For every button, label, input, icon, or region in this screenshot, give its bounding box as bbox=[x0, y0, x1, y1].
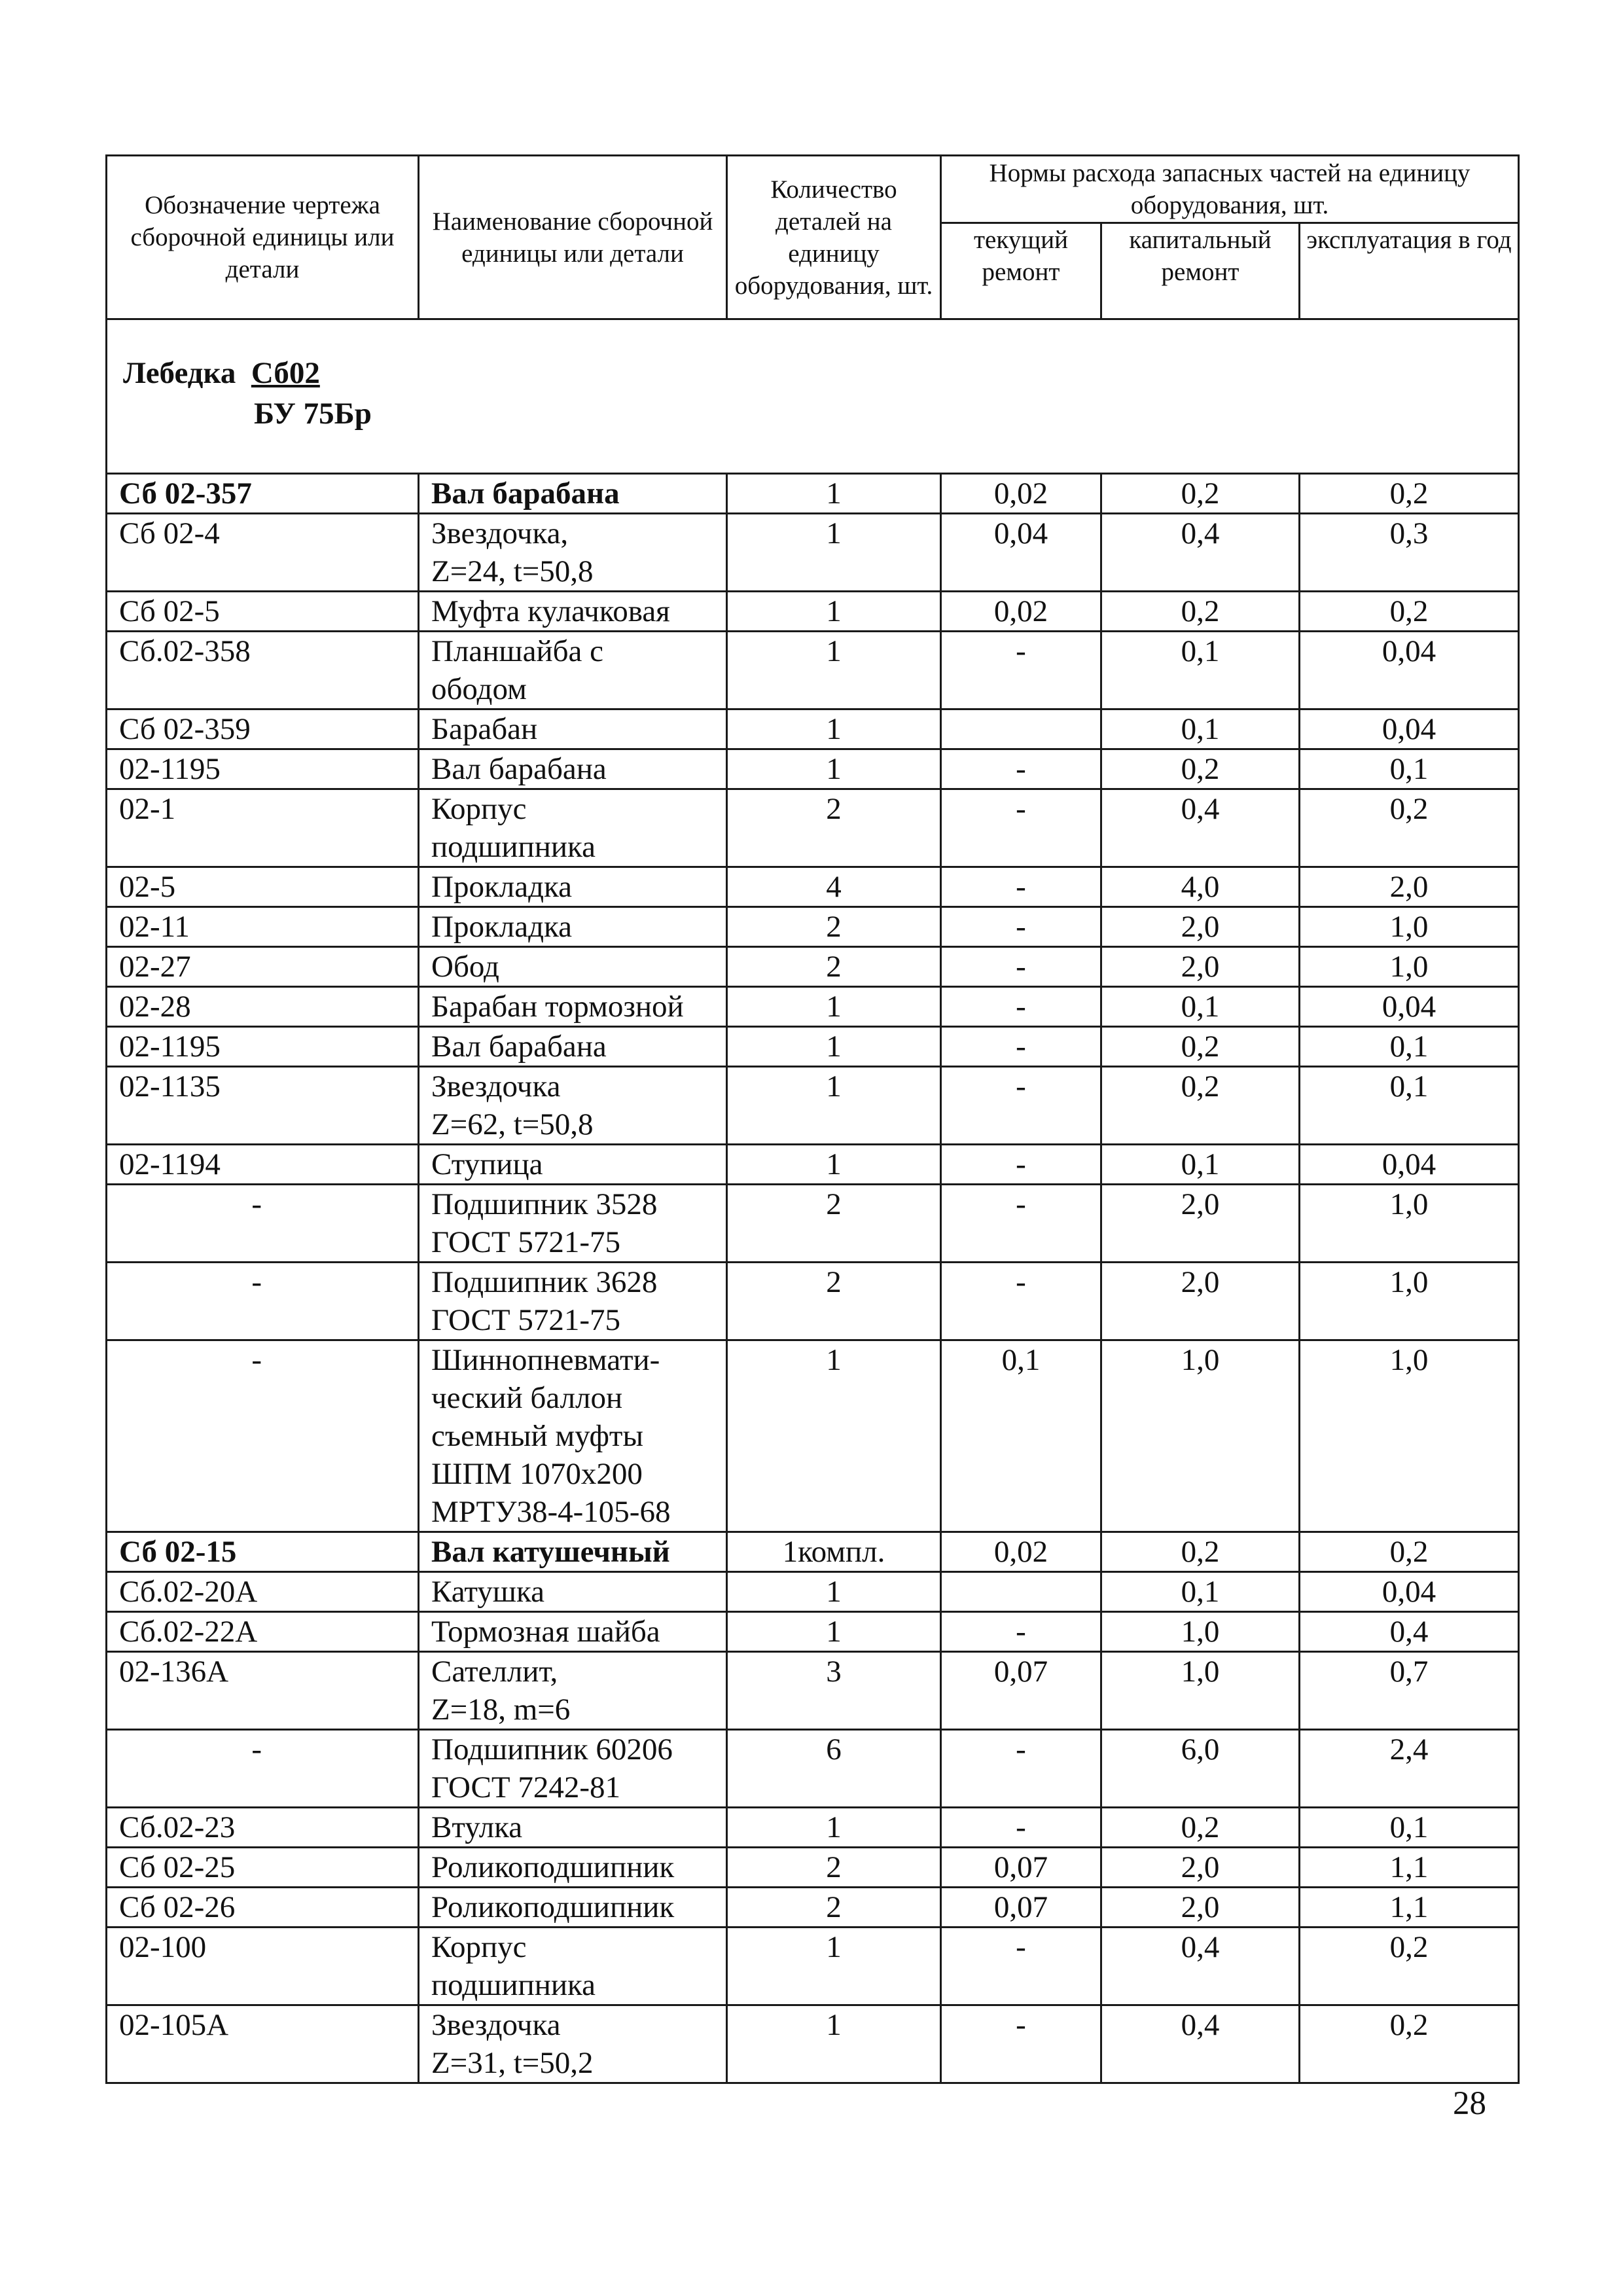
cell-code: 02-100 bbox=[107, 1928, 419, 2005]
cell-quantity: 2 bbox=[727, 947, 941, 987]
cell-name: Роликоподшипник bbox=[419, 1848, 727, 1888]
cell-current-repair: 0,02 bbox=[941, 474, 1101, 514]
header-current-repair-text: текущий ремонт bbox=[973, 226, 1069, 286]
cell-current-repair: - bbox=[941, 1027, 1101, 1067]
cell-code: 02-1135 bbox=[107, 1067, 419, 1145]
cell-capital-repair: 2,0 bbox=[1101, 947, 1300, 987]
header-norms-group-text: Нормы расхода запасных частей на единицу оборудования, шт. bbox=[989, 159, 1471, 219]
table-row bbox=[107, 867, 1519, 907]
cell-code: 02-136А bbox=[107, 1652, 419, 1730]
cell-quantity: 1 bbox=[727, 1067, 941, 1145]
cell-quantity: 1 bbox=[727, 709, 941, 749]
cell-capital-repair: 4,0 bbox=[1101, 867, 1300, 907]
cell-quantity: 1 bbox=[727, 1027, 941, 1067]
cell-name: Подшипник 60206 ГОСТ 7242-81 bbox=[419, 1730, 727, 1808]
cell-current-repair: 0,07 bbox=[941, 1848, 1101, 1888]
cell-current-repair: - bbox=[941, 749, 1101, 789]
section-model: БУ 75Бр bbox=[254, 397, 372, 431]
cell-yearly-operation: 2,4 bbox=[1300, 1730, 1519, 1808]
cell-capital-repair: 0,2 bbox=[1101, 1532, 1300, 1572]
table-row bbox=[107, 987, 1519, 1027]
cell-yearly-operation: 0,4 bbox=[1300, 1612, 1519, 1652]
cell-name: Тормозная шайба bbox=[419, 1612, 727, 1652]
cell-code: 02-1195 bbox=[107, 749, 419, 789]
cell-current-repair: - bbox=[941, 1067, 1101, 1145]
cell-name: Вал барабана bbox=[419, 1027, 727, 1067]
cell-yearly-operation: 0,04 bbox=[1300, 1145, 1519, 1185]
cell-quantity: 2 bbox=[727, 907, 941, 947]
cell-capital-repair: 1,0 bbox=[1101, 1340, 1300, 1532]
header-capital-repair-text: капитальный ремонт bbox=[1129, 226, 1272, 286]
table-row bbox=[107, 1808, 1519, 1848]
cell-code: - bbox=[107, 1340, 419, 1532]
cell-capital-repair: 0,1 bbox=[1101, 1145, 1300, 1185]
table-row bbox=[107, 1730, 1519, 1808]
cell-current-repair: 0,07 bbox=[941, 1652, 1101, 1730]
cell-current-repair: - bbox=[941, 947, 1101, 987]
cell-name: Прокладка bbox=[419, 867, 727, 907]
cell-code: 02-1 bbox=[107, 789, 419, 867]
cell-quantity: 2 bbox=[727, 1848, 941, 1888]
cell-name: Барабан bbox=[419, 709, 727, 749]
cell-current-repair: - bbox=[941, 1263, 1101, 1340]
table-row bbox=[107, 1848, 1519, 1888]
table-row bbox=[107, 1027, 1519, 1067]
cell-capital-repair: 2,0 bbox=[1101, 1263, 1300, 1340]
cell-current-repair: - bbox=[941, 2005, 1101, 2083]
table-row bbox=[107, 632, 1519, 709]
cell-current-repair: - bbox=[941, 1612, 1101, 1652]
table-row bbox=[107, 592, 1519, 632]
cell-capital-repair: 0,1 bbox=[1101, 709, 1300, 749]
cell-capital-repair: 2,0 bbox=[1101, 1185, 1300, 1263]
cell-code: - bbox=[107, 1263, 419, 1340]
header-yearly-operation bbox=[1300, 223, 1519, 319]
cell-code: 02-1195 bbox=[107, 1027, 419, 1067]
header-current-repair bbox=[941, 223, 1101, 319]
table-row bbox=[107, 2005, 1519, 2083]
header-yearly-operation-text: эксплуатация в год bbox=[1306, 226, 1512, 254]
cell-yearly-operation: 1,0 bbox=[1300, 907, 1519, 947]
cell-name: Вал барабана bbox=[419, 474, 727, 514]
cell-capital-repair: 0,4 bbox=[1101, 2005, 1300, 2083]
cell-name: Звездочка Z=62, t=50,8 bbox=[419, 1067, 727, 1145]
cell-capital-repair: 2,0 bbox=[1101, 1888, 1300, 1928]
cell-yearly-operation: 1,0 bbox=[1300, 1340, 1519, 1532]
cell-capital-repair: 0,2 bbox=[1101, 1067, 1300, 1145]
cell-yearly-operation: 0,7 bbox=[1300, 1652, 1519, 1730]
cell-yearly-operation: 0,2 bbox=[1300, 592, 1519, 632]
table-row bbox=[107, 1572, 1519, 1612]
cell-code: Сб.02-22А bbox=[107, 1612, 419, 1652]
cell-quantity: 2 bbox=[727, 1888, 941, 1928]
table-row bbox=[107, 1532, 1519, 1572]
cell-name: Прокладка bbox=[419, 907, 727, 947]
cell-code: Сб 02-25 bbox=[107, 1848, 419, 1888]
cell-yearly-operation: 0,1 bbox=[1300, 749, 1519, 789]
cell-name: Звездочка, Z=24, t=50,8 bbox=[419, 514, 727, 592]
cell-quantity: 1 bbox=[727, 474, 941, 514]
cell-quantity: 1 bbox=[727, 514, 941, 592]
cell-code: 02-11 bbox=[107, 907, 419, 947]
cell-quantity: 1компл. bbox=[727, 1532, 941, 1572]
cell-capital-repair: 6,0 bbox=[1101, 1730, 1300, 1808]
header-norms-group bbox=[941, 156, 1519, 223]
table-row bbox=[107, 907, 1519, 947]
cell-name: Сателлит, Z=18, m=6 bbox=[419, 1652, 727, 1730]
cell-yearly-operation: 1,1 bbox=[1300, 1848, 1519, 1888]
table-row bbox=[107, 789, 1519, 867]
cell-quantity: 1 bbox=[727, 592, 941, 632]
cell-capital-repair: 0,2 bbox=[1101, 1808, 1300, 1848]
table-body bbox=[107, 474, 1519, 2083]
cell-name: Катушка bbox=[419, 1572, 727, 1612]
cell-current-repair: - bbox=[941, 632, 1101, 709]
cell-code: 02-5 bbox=[107, 867, 419, 907]
cell-quantity: 6 bbox=[727, 1730, 941, 1808]
cell-current-repair bbox=[941, 709, 1101, 749]
cell-current-repair: - bbox=[941, 1145, 1101, 1185]
table-row bbox=[107, 1652, 1519, 1730]
cell-capital-repair: 0,1 bbox=[1101, 632, 1300, 709]
cell-name: Планшайба с ободом bbox=[419, 632, 727, 709]
header-assembly-name-text: Наименование сборочной единицы или детали bbox=[432, 207, 713, 268]
cell-name: Барабан тормозной bbox=[419, 987, 727, 1027]
cell-name: Вал барабана bbox=[419, 749, 727, 789]
cell-quantity: 1 bbox=[727, 2005, 941, 2083]
cell-code: Сб 02-15 bbox=[107, 1532, 419, 1572]
cell-yearly-operation: 1,0 bbox=[1300, 1263, 1519, 1340]
table-row bbox=[107, 1888, 1519, 1928]
cell-current-repair: - bbox=[941, 1730, 1101, 1808]
cell-code: 02-105А bbox=[107, 2005, 419, 2083]
cell-quantity: 3 bbox=[727, 1652, 941, 1730]
cell-quantity: 2 bbox=[727, 1185, 941, 1263]
cell-quantity: 4 bbox=[727, 867, 941, 907]
cell-code: 02-28 bbox=[107, 987, 419, 1027]
cell-current-repair: - bbox=[941, 1808, 1101, 1848]
cell-current-repair bbox=[941, 1572, 1101, 1612]
cell-name: Муфта кулачковая bbox=[419, 592, 727, 632]
table-row bbox=[107, 1145, 1519, 1185]
cell-name: Ступица bbox=[419, 1145, 727, 1185]
cell-quantity: 2 bbox=[727, 1263, 941, 1340]
cell-quantity: 1 bbox=[727, 987, 941, 1027]
cell-current-repair: - bbox=[941, 1928, 1101, 2005]
cell-yearly-operation: 2,0 bbox=[1300, 867, 1519, 907]
cell-code: 02-1194 bbox=[107, 1145, 419, 1185]
cell-current-repair: - bbox=[941, 789, 1101, 867]
cell-name: Корпус подшипника bbox=[419, 789, 727, 867]
page-number: 28 bbox=[1453, 2085, 1486, 2122]
cell-capital-repair: 0,4 bbox=[1101, 514, 1300, 592]
table-row bbox=[107, 1067, 1519, 1145]
table-row bbox=[107, 1612, 1519, 1652]
cell-capital-repair: 0,2 bbox=[1101, 749, 1300, 789]
cell-current-repair: - bbox=[941, 867, 1101, 907]
cell-capital-repair: 0,4 bbox=[1101, 789, 1300, 867]
cell-capital-repair: 0,2 bbox=[1101, 1027, 1300, 1067]
cell-capital-repair: 1,0 bbox=[1101, 1652, 1300, 1730]
section-prefix: Лебедка bbox=[123, 356, 236, 390]
cell-yearly-operation: 0,2 bbox=[1300, 474, 1519, 514]
cell-name: Шиннопневмати- ческий баллон съемный муфты ШПМ 1070х200 МРТУ38-4-105-68 bbox=[419, 1340, 727, 1532]
cell-yearly-operation: 0,04 bbox=[1300, 1572, 1519, 1612]
cell-code: Сб.02-23 bbox=[107, 1808, 419, 1848]
table-row bbox=[107, 474, 1519, 514]
cell-yearly-operation: 1,1 bbox=[1300, 1888, 1519, 1928]
table-row bbox=[107, 749, 1519, 789]
cell-name: Подшипник 3628 ГОСТ 5721-75 bbox=[419, 1263, 727, 1340]
cell-name: Обод bbox=[419, 947, 727, 987]
cell-yearly-operation: 0,2 bbox=[1300, 1928, 1519, 2005]
cell-capital-repair: 2,0 bbox=[1101, 907, 1300, 947]
table-header-row bbox=[107, 156, 1519, 223]
cell-yearly-operation: 0,04 bbox=[1300, 709, 1519, 749]
cell-quantity: 2 bbox=[727, 789, 941, 867]
section-title bbox=[107, 319, 1519, 474]
header-drawing-code bbox=[107, 156, 419, 319]
header-drawing-code-text: Обозначение чертежа сборочной единицы или детали bbox=[130, 191, 395, 283]
cell-yearly-operation: 0,2 bbox=[1300, 789, 1519, 867]
cell-quantity: 1 bbox=[727, 1145, 941, 1185]
cell-yearly-operation: 0,1 bbox=[1300, 1808, 1519, 1848]
table-row bbox=[107, 947, 1519, 987]
table-row bbox=[107, 514, 1519, 592]
cell-current-repair: - bbox=[941, 907, 1101, 947]
cell-current-repair: 0,1 bbox=[941, 1340, 1101, 1532]
cell-current-repair: 0,07 bbox=[941, 1888, 1101, 1928]
cell-capital-repair: 0,2 bbox=[1101, 592, 1300, 632]
cell-name: Корпус подшипника bbox=[419, 1928, 727, 2005]
table-row bbox=[107, 1263, 1519, 1340]
cell-quantity: 1 bbox=[727, 749, 941, 789]
cell-code: Сб 02-357 bbox=[107, 474, 419, 514]
header-capital-repair bbox=[1101, 223, 1300, 319]
cell-yearly-operation: 1,0 bbox=[1300, 947, 1519, 987]
cell-current-repair: 0,02 bbox=[941, 1532, 1101, 1572]
cell-capital-repair: 0,1 bbox=[1101, 1572, 1300, 1612]
cell-name: Втулка bbox=[419, 1808, 727, 1848]
cell-quantity: 1 bbox=[727, 1928, 941, 2005]
cell-current-repair: - bbox=[941, 987, 1101, 1027]
spare-parts-table bbox=[105, 154, 1520, 2084]
header-assembly-name bbox=[419, 156, 727, 319]
cell-quantity: 1 bbox=[727, 1808, 941, 1848]
cell-yearly-operation: 1,0 bbox=[1300, 1185, 1519, 1263]
cell-code: - bbox=[107, 1185, 419, 1263]
cell-code: Сб 02-5 bbox=[107, 592, 419, 632]
cell-yearly-operation: 0,1 bbox=[1300, 1027, 1519, 1067]
header-quantity bbox=[727, 156, 941, 319]
table-row bbox=[107, 1340, 1519, 1532]
cell-yearly-operation: 0,2 bbox=[1300, 1532, 1519, 1572]
cell-quantity: 1 bbox=[727, 1340, 941, 1532]
cell-name: Роликоподшипник bbox=[419, 1888, 727, 1928]
section-code: Сб02 bbox=[251, 356, 320, 390]
table-row bbox=[107, 1928, 1519, 2005]
cell-capital-repair: 0,4 bbox=[1101, 1928, 1300, 2005]
cell-yearly-operation: 0,1 bbox=[1300, 1067, 1519, 1145]
cell-name: Звездочка Z=31, t=50,2 bbox=[419, 2005, 727, 2083]
cell-code: Сб.02-20А bbox=[107, 1572, 419, 1612]
cell-name: Подшипник 3528 ГОСТ 5721-75 bbox=[419, 1185, 727, 1263]
cell-code: Сб 02-4 bbox=[107, 514, 419, 592]
cell-current-repair: 0,04 bbox=[941, 514, 1101, 592]
header-quantity-text: Количество деталей на единицу оборудования, шт. bbox=[734, 175, 933, 300]
cell-yearly-operation: 0,04 bbox=[1300, 987, 1519, 1027]
cell-quantity: 1 bbox=[727, 632, 941, 709]
cell-capital-repair: 0,2 bbox=[1101, 474, 1300, 514]
cell-quantity: 1 bbox=[727, 1612, 941, 1652]
table-row bbox=[107, 1185, 1519, 1263]
table-row bbox=[107, 709, 1519, 749]
cell-code: - bbox=[107, 1730, 419, 1808]
cell-capital-repair: 0,1 bbox=[1101, 987, 1300, 1027]
cell-yearly-operation: 0,2 bbox=[1300, 2005, 1519, 2083]
cell-yearly-operation: 0,04 bbox=[1300, 632, 1519, 709]
cell-code: Сб 02-26 bbox=[107, 1888, 419, 1928]
cell-code: Сб 02-359 bbox=[107, 709, 419, 749]
cell-current-repair: 0,02 bbox=[941, 592, 1101, 632]
cell-capital-repair: 2,0 bbox=[1101, 1848, 1300, 1888]
cell-capital-repair: 1,0 bbox=[1101, 1612, 1300, 1652]
section-row bbox=[107, 319, 1519, 474]
cell-quantity: 1 bbox=[727, 1572, 941, 1612]
cell-code: Сб.02-358 bbox=[107, 632, 419, 709]
cell-yearly-operation: 0,3 bbox=[1300, 514, 1519, 592]
cell-code: 02-27 bbox=[107, 947, 419, 987]
cell-current-repair: - bbox=[941, 1185, 1101, 1263]
cell-name: Вал катушечный bbox=[419, 1532, 727, 1572]
